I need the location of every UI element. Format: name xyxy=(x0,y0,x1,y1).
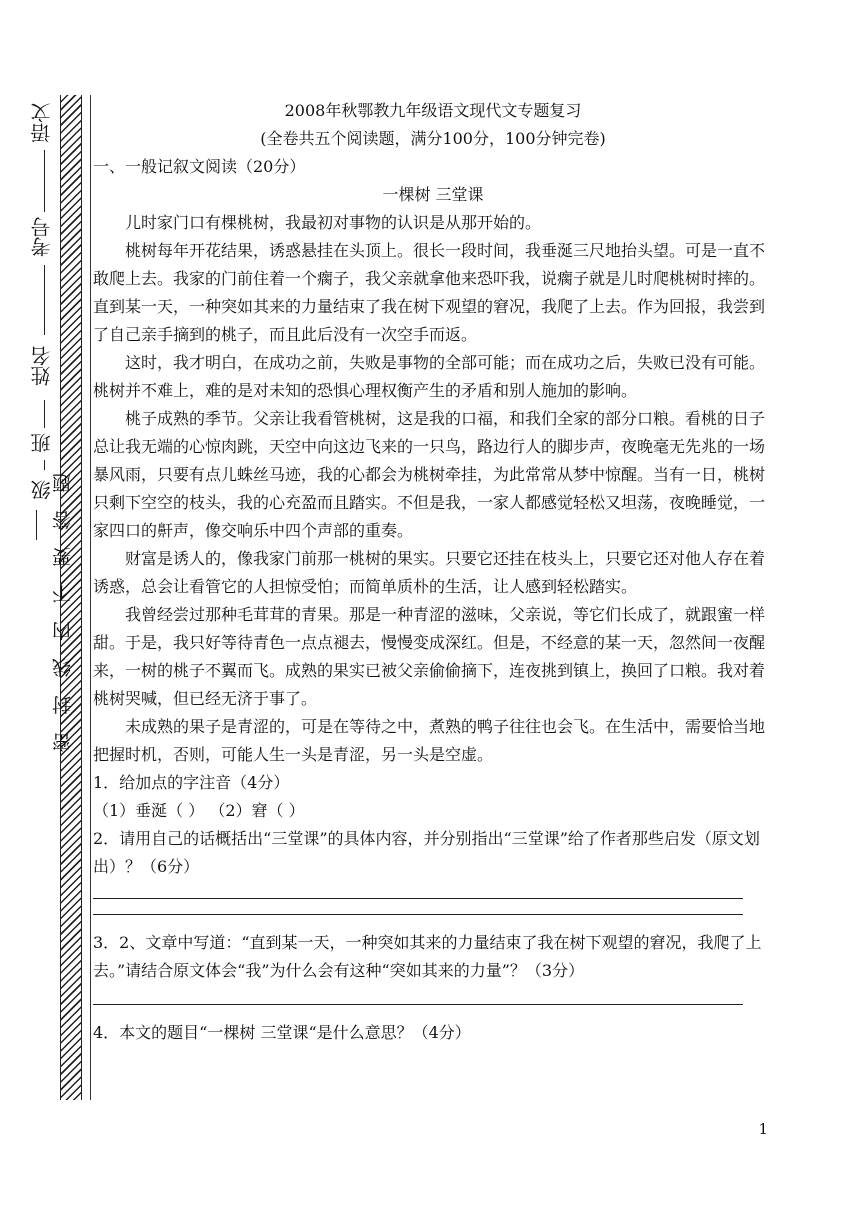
doc-subtitle: (全卷共五个阅读题，满分100分，100分钟完卷) xyxy=(260,129,606,148)
paragraph-2: 桃树每年开花结果，诱惑悬挂在头顶上。很长一段时间，我垂涎三尺地抬头望。可是一直不敢爬上去。我家的门前住着一个瘸子，我父亲就拿他来恐吓我，说瘸子就是儿时爬桃树时摔的。直到某一天，一种突如其来的力量结束了我在树下观望的窘况，我爬了上去。作为回报，我尝到了自己亲手摘到的桃子，而且此后没有一次空手而返。 xyxy=(93,241,766,344)
document-body xyxy=(93,97,773,1047)
margin-seal-text: 密 封 线 内 不 要 答 题 xyxy=(52,467,74,753)
question-1: 1．给加点的字注音（4分） xyxy=(93,773,290,792)
seal-dash xyxy=(36,510,37,540)
question-4: 4．本文的题目“一棵树 三堂课“是什么意思？（4分） xyxy=(93,1023,471,1042)
article-title: 一棵树 三堂课 xyxy=(382,185,484,204)
margin-name: 姓名 xyxy=(30,346,54,386)
paragraph-7: 未成熟的果子是青涩的，可是在等待之中，煮熟的鸭子往往也会飞。在生活中，需要恰当地把握时机，否则，可能人生一头是青涩，另一头是空虚。 xyxy=(93,717,766,764)
name-underline xyxy=(44,400,45,428)
exam-no-underline xyxy=(44,265,45,335)
section-heading: 一、一般记叙文阅读（20分） xyxy=(93,157,306,176)
paragraph-6: 我曾经尝过那种毛茸茸的青果。那是一种青涩的滋味，父亲说，等它们长成了，就跟蜜一样甜。于是，我只好等待青色一点点褪去，慢慢变成深红。但是，不经意的某一天，忽然间一夜醒来，一树的桃子不翼而飞。成熟的果实已被父亲偷偷摘下，连夜挑到镇上，换回了口粮。我对着桃树哭喊，但已经无济于事了。 xyxy=(93,605,766,708)
subject-underline xyxy=(44,150,45,212)
paragraph-3: 这时，我才明白，在成功之前，失败是事物的全部可能；而在成功之后，失败已没有可能。桃树并不难上，难的是对未知的恐惧心理权衡产生的矛盾和别人施加的影响。 xyxy=(93,353,766,400)
binding-line xyxy=(90,95,91,1100)
margin-class: 班 xyxy=(30,433,54,453)
answer-line-2a[interactable] xyxy=(93,897,743,899)
question-2: 2．请用自己的话概括出“三堂课”的具体内容，并分别指出“三堂课”给了作者那些启发（原文划出）？（6分） xyxy=(93,829,760,876)
question-3: 3．2、文章中写道：“直到某一天，一种突如其来的力量结束了我在树下观望的窘况，我爬了上去。”请结合原文体会“我”为什么会有这种“突如其来的力量”？（3分） xyxy=(93,933,762,980)
paragraph-4: 桃子成熟的季节。父亲让我看管桃树，这是我的口福，和我们全家的部分口粮。看桃的日子总让我无端的心惊肉跳，天空中向这边飞来的一只鸟，路边行人的脚步声，夜晚毫无先兆的一场暴风雨，只要有点儿蛛丝马迹，我的心都会为桃树牵挂，为此常常从梦中惊醒。当有一日，桃树只剩下空空的枝头，我的心充盈而且踏实。不但是我，一家人都感觉轻松又坦荡，夜晚睡觉，一家四口的鼾声，像交响乐中四个声部的重奏。 xyxy=(93,409,766,540)
class-underline xyxy=(44,460,45,470)
margin-grade: 级 xyxy=(30,480,54,500)
answer-line-2b[interactable] xyxy=(93,913,743,915)
page-number: 1 xyxy=(758,1120,768,1138)
margin-subject: 语文 xyxy=(30,103,54,143)
answer-line-3[interactable] xyxy=(93,1003,743,1005)
doc-title: 2008年秋鄂教九年级语文现代文专题复习 xyxy=(284,101,582,120)
paragraph-5: 财富是诱人的，像我家门前那一桃树的果实。只要它还挂在枝头上，只要它还对他人存在着诱惑，总会让看管它的人担惊受怕；而简单质朴的生活，让人感到轻松踏实。 xyxy=(93,549,766,596)
margin-exam-no: 考号 xyxy=(30,217,54,257)
question-1-items: （1）垂涎（ ） （2）窘（ ） xyxy=(93,801,305,820)
paragraph-1: 儿时家门口有棵桃树，我最初对事物的认识是从那开始的。 xyxy=(125,213,542,232)
